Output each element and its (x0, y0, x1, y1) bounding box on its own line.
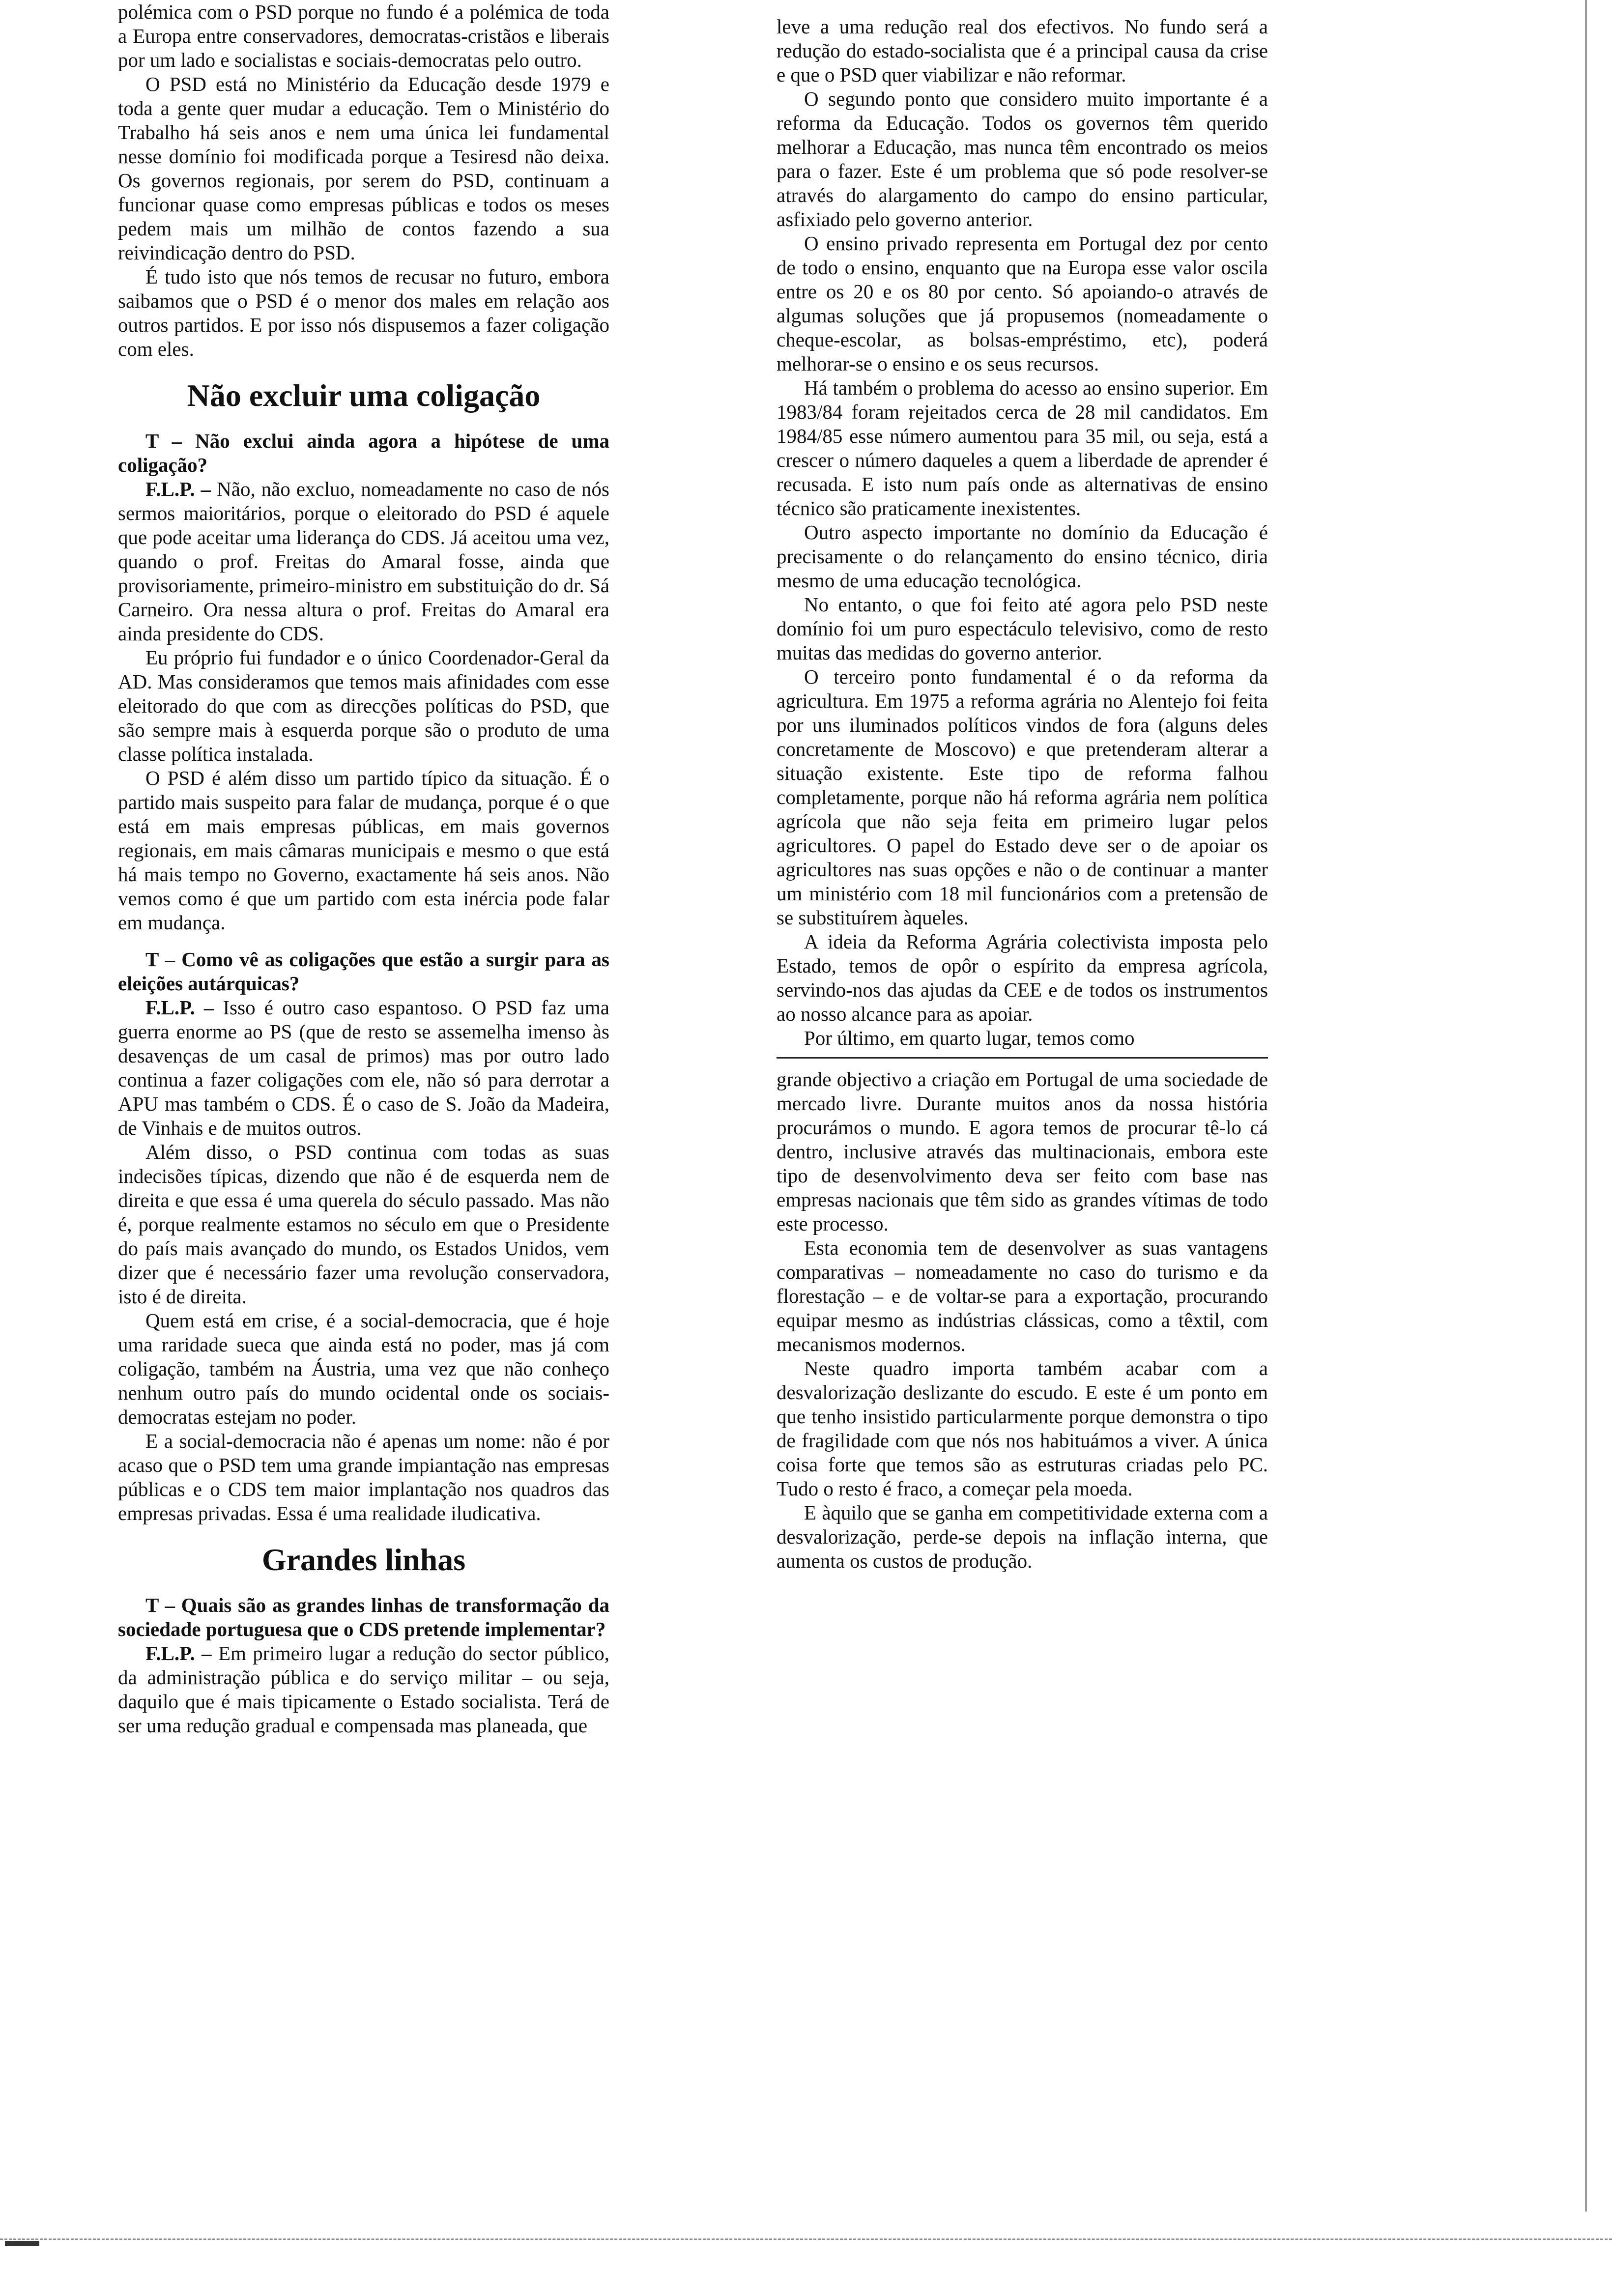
paragraph: Quem está em crise, é a social-democracia, que é hoje uma raridade sueca que ainda está no poder, mas já com coligação, também na Áustria, uma vez que não conheço nenhum outro país do mundo ocidental onde os sociais-democratas estejam no poder. (118, 1309, 609, 1428)
paragraph: Eu próprio fui fundador e o único Coordenador-Geral da AD. Mas consideramos que temos mais afinidades com esse eleitorado do que com as direcções políticas do PSD, que são sempre mais à esquerda porque são o produto de uma classe política instalada. (118, 646, 609, 765)
scan-edge-line (1585, 0, 1587, 2211)
left-column (118, 0, 609, 1738)
paragraph: No entanto, o que foi feito até agora pelo PSD neste domínio foi um puro espectáculo televisivo, como de resto muitas das medidas do governo anterior. (777, 593, 1268, 664)
interview-answer (118, 996, 609, 1140)
section-heading: Grandes linhas (261, 1542, 466, 1577)
paragraph: Além disso, o PSD continua com todas as suas indecisões típicas, dizendo que não é de esquerda nem de direita e que essa é uma querela do século passado. Mas não é, porque realmente estamos no século em que o Presidente do país mais avançado do mundo, os Estados Unidos, vem dizer que é necessário fazer uma revolução conservadora, isto é de direita. (118, 1141, 609, 1308)
interview-answer (118, 477, 609, 646)
paragraph: E àquilo que se ganha em competitividade externa com a desvalorização, perde-se depois na inflação interna, que aumenta os custos de produção. (777, 1501, 1268, 1572)
answer-text: Em primeiro lugar a redução do sector público, da administração pública e do serviço militar – ou seja, daquilo que é mais tipicamente o Estado socialista. Terá de ser uma redução gradual e compensada mas planeada, que (118, 1642, 609, 1737)
interview-question: T – Não exclui ainda agora a hipótese de uma coligação? (118, 430, 609, 476)
scan-corner-mark (5, 2241, 39, 2246)
speaker-label: F.L.P. – (145, 478, 211, 500)
speaker-label: F.L.P. – (145, 996, 214, 1019)
paragraph: A ideia da Reforma Agrária colectivista imposta pelo Estado, temos de opôr o espírito da empresa agrícola, servindo-nos das ajudas da CEE e de todos os instrumentos ao nosso alcance para as apoiar. (777, 930, 1268, 1025)
answer-text: Não, não excluo, nomeadamente no caso de nós sermos maioritários, porque o eleitorado do PSD é aquele que pode aceitar uma liderança do CDS. Já aceitou uma vez, quando o prof. Freitas do Amaral fosse, ainda que provisoriamente, primeiro-ministro em substituição do dr. Sá Carneiro. Ora nessa altura o prof. Freitas do Amaral era ainda presidente do CDS. (118, 478, 609, 645)
spacer (118, 935, 609, 947)
answer-text: Isso é outro caso espantoso. O PSD faz uma guerra enorme ao PS (que de resto se assemelha imenso às desavenças de um casal de primos) mas por outro lado continua a fazer coligações com ele, não só para derrotar a APU mas também o CDS. É o caso de S. João da Madeira, de Vinhais e de muitos outros. (118, 996, 609, 1139)
paragraph: O terceiro ponto fundamental é o da reforma da agricultura. Em 1975 a reforma agrária no Alentejo foi feita por uns iluminados políticos vindos de fora (alguns deles concretamente de Moscovo) e que pretenderam alterar a situação existente. Este tipo de reforma falhou completamente, porque não há reforma agrária nem política agrícola que não seja feita em primeiro lugar pelos agricultores. O papel do Estado deve ser o de apoiar os agricultores nas suas opções e não o de continuar a manter um ministério com 18 mil funcionários com a pretensão de se substituírem àqueles. (777, 665, 1268, 929)
right-column (777, 15, 1268, 1573)
interview-question: T – Como vê as coligações que estão a surgir para as eleições autárquicas? (118, 948, 609, 995)
column-break-rule (777, 1057, 1268, 1059)
interview-answer (118, 1641, 609, 1738)
paragraph: Esta economia tem de desenvolver as suas vantagens comparativas – nomeadamente no caso do turismo e da florestação – e de voltar-se para a exportação, procurando equipar mesmo as indústrias clássicas, como a têxtil, com mecanismos modernos. (777, 1236, 1268, 1355)
paragraph: polémica com o PSD porque no fundo é a polémica de toda a Europa entre conservadores, democratas-cristãos e liberais por um lado e socialistas e sociais-democratas pelo outro. (118, 0, 609, 71)
interview-question: T – Quais são as grandes linhas de transformação da sociedade portuguesa que o CDS pretende implementar? (118, 1594, 609, 1640)
paragraph: E a social-democracia não é apenas um nome: não é por acaso que o PSD tem uma grande impiantação nas empresas públicas e o CDS tem maior implantação nos quadros das empresas privadas. Essa é uma realidade iludicativa. (118, 1430, 609, 1524)
paragraph: Há também o problema do acesso ao ensino superior. Em 1983/84 foram rejeitados cerca de 28 mil candidatos. Em 1984/85 esse número aumentou para 35 mil, ou seja, está a crescer o número daqueles a quem a liberdade de aprender é recusada. E isto num país onde as alternativas de ensino técnico são praticamente inexistentes. (777, 376, 1268, 519)
paragraph: Por último, em quarto lugar, temos como (804, 1027, 1135, 1049)
section-heading: Não excluir uma coligação (187, 378, 541, 413)
paragraph: O ensino privado representa em Portugal dez por cento de todo o ensino, enquanto que na Europa esse valor oscila entre os 20 e os 80 por cento. Só apoiando-o através de algumas soluções que já propusemos (nomeadamente o cheque-escolar, as bolsas-empréstimo, etc), poderá melhorar-se o ensino e os seus recursos. (777, 232, 1268, 375)
paragraph: O PSD é além disso um partido típico da situação. É o partido mais suspeito para falar de mudança, porque é o que está em mais empresas públicas, em mais governos regionais, em mais câmaras municipais e mesmo o que está há mais tempo no Governo, exactamente há seis anos. Não vemos como é que um partido com esta inércia pode falar em mudança. (118, 767, 609, 934)
scan-bottom-edge (0, 2239, 1612, 2240)
paragraph: O segundo ponto que considero muito importante é a reforma da Educação. Todos os governos têm querido melhorar a Educação, mas nunca têm encontrado os meios para o fazer. Este é um problema que só pode resolver-se através do alargamento do campo do ensino particular, asfixiado pelo governo anterior. (777, 87, 1268, 230)
speaker-label: F.L.P. – (145, 1642, 212, 1665)
paragraph: É tudo isto que nós temos de recusar no futuro, embora saibamos que o PSD é o menor dos males em relação aos outros partidos. E por isso nós dispusemos a fazer coligação com eles. (118, 265, 609, 360)
paragraph: O PSD está no Ministério da Educação desde 1979 e toda a gente quer mudar a educação. Tem o Ministério do Trabalho há seis anos e nem uma única lei fundamental nesse domínio foi modificada porque a Tesiresd não deixa. Os governos regionais, por serem do PSD, continuam a funcionar quase como empresas públicas e todos os meses pedem mais um milhão de contos fazendo a sua reivindicação dentro do PSD. (118, 73, 609, 264)
paragraph: Outro aspecto importante no domínio da Educação é precisamente o do relançamento do ensino técnico, diria mesmo de uma educação tecnológica. (777, 521, 1268, 592)
paragraph: leve a uma redução real dos efectivos. No fundo será a redução do estado-socialista que é a principal causa da crise e que o PSD quer viabilizar e não reformar. (777, 15, 1268, 86)
paragraph: grande objectivo a criação em Portugal de uma sociedade de mercado livre. Durante muitos anos da nossa história procurámos o mundo. E agora temos de procurar tê-lo cá dentro, inclusive através das multinacionais, embora este tipo de desenvolvimento deva ser feito com base nas empresas nacionais que têm sido as grandes vítimas de todo este processo. (777, 1068, 1268, 1235)
paragraph: Neste quadro importa também acabar com a desvalorização deslizante do escudo. E este é um ponto em que tenho insistido particularmente porque demonstra o tipo de fragilidade com que nós nos habituámos a viver. A única coisa forte que temos são as estruturas criadas pelo PC. Tudo o resto é fraco, a começar pela moeda. (777, 1357, 1268, 1500)
